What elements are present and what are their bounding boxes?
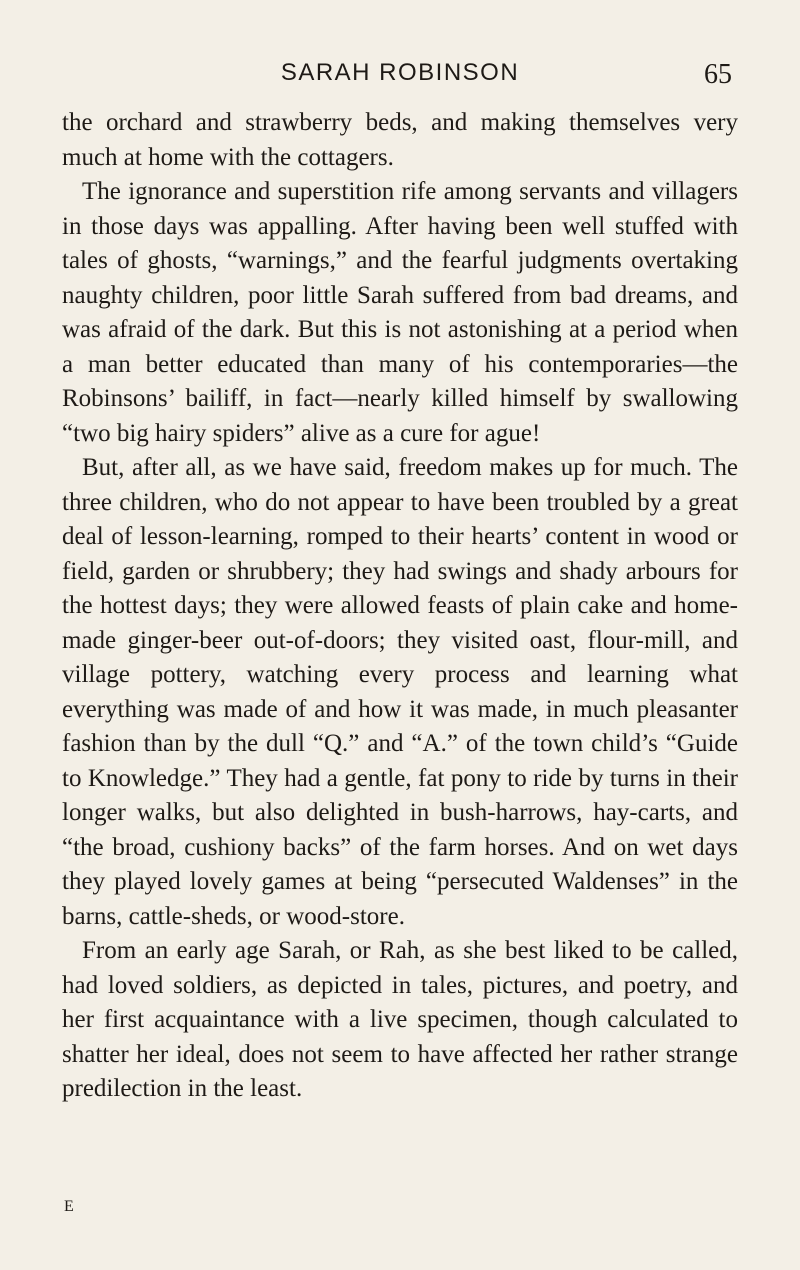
paragraph-continued: the orchard and strawberry beds, and making themselves very much at home with the cottagers. <box>62 109 738 171</box>
page-number: 65 <box>704 59 732 90</box>
body-text <box>62 106 738 1107</box>
paragraph-freedom: But, after all, as we have said, freedom makes up for much. The three children, who do not appear to have been troubled by a great deal of lesson-learning, romped to their hearts’ content in wood or field, garden or shrubbery; they had swings and shady arbours for the hottest days; they were allowed feasts of plain cake and home-made ginger-beer out-of-doors; they visited oast, flour-mill, and village pottery, watching every process and learning what everything was made of and how it was made, in much pleasanter fashion than by the dull “Q.” and “A.” of the town child’s “Guide to Knowledge.” They had a gentle, fat pony to ride by turns in their longer walks, but also delighted in bush-harrows, hay-carts, and “the broad, cushiony backs” of the farm horses. And on wet days they played lovely games at being “persecuted Waldenses” in the barns, cattle-sheds, or wood-store. <box>62 454 738 930</box>
running-head <box>0 56 800 90</box>
signature-mark: E <box>64 1198 75 1215</box>
paragraph-soldiers: From an early age Sarah, or Rah, as she best liked to be called, had loved soldiers, as depicted in tales, pictures, and poetry, and her first acquaintance with a live specimen, though calculated to shatter her ideal, does not seem to have affected her rather strange predilection in the least. <box>62 937 738 1102</box>
running-title: SARAH ROBINSON <box>280 59 520 86</box>
paragraph-superstition: The ignorance and superstition rife among servants and villagers in those days was appalling. After having been well stuffed with tales of ghosts, “warnings,” and the fearful judgments overtaking naughty children, poor little Sarah suffered from bad dreams, and was afraid of the dark. But this is not astonishing at a period when a man better educated than many of his contemporaries—the Robinsons’ bailiff, in fact—nearly killed himself by swallowing “two big hairy spiders” alive as a cure for ague! <box>62 178 738 447</box>
